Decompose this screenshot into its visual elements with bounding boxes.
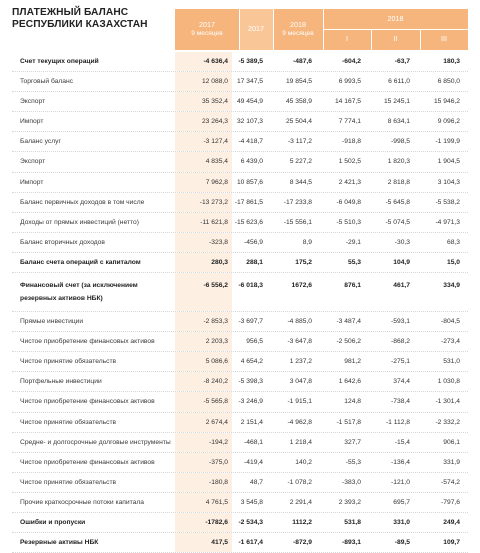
row-label: Ошибки и пропуски bbox=[20, 518, 86, 526]
table-row bbox=[12, 352, 468, 372]
row-value: 280,3 bbox=[211, 258, 228, 266]
row-value: 124,8 bbox=[344, 398, 361, 406]
row-value: -8 240,2 bbox=[203, 378, 228, 386]
row-value: 1672,6 bbox=[291, 282, 312, 290]
row-value: 5 086,6 bbox=[205, 358, 228, 366]
row-value: -3 697,7 bbox=[238, 318, 263, 326]
row-value: -593,1 bbox=[391, 318, 410, 326]
row-value: -893,1 bbox=[342, 539, 361, 547]
row-value: -383,0 bbox=[342, 478, 361, 486]
row-value: 2 674,4 bbox=[205, 418, 228, 426]
row-value: 8 634,1 bbox=[387, 118, 410, 126]
row-value: 906,1 bbox=[443, 438, 460, 446]
header-quarter-1-label: I bbox=[346, 34, 348, 44]
header-2018-group bbox=[323, 9, 468, 29]
row-value: -6 018,3 bbox=[238, 282, 263, 290]
row-value: 1 904,5 bbox=[437, 158, 460, 166]
row-value: 1 237,2 bbox=[289, 358, 312, 366]
row-value: -738,4 bbox=[391, 398, 410, 406]
row-value: -3 117,2 bbox=[287, 138, 312, 146]
row-value: 417,5 bbox=[211, 539, 228, 547]
row-value: -323,8 bbox=[209, 238, 228, 246]
row-label: Баланс услуг bbox=[20, 138, 61, 146]
header-2017-9-months bbox=[175, 9, 239, 50]
table-row bbox=[12, 413, 468, 433]
row-value: -4 885,0 bbox=[287, 318, 312, 326]
row-value: 48,7 bbox=[249, 478, 263, 486]
row-value: 695,7 bbox=[393, 498, 410, 506]
header-2018-9m-sub: 9 месяцев bbox=[282, 29, 314, 37]
row-value: 180,3 bbox=[443, 58, 460, 65]
row-value: 175,2 bbox=[295, 258, 312, 266]
row-value: 6 993,5 bbox=[338, 78, 361, 86]
row-value: -15 556,1 bbox=[283, 218, 312, 226]
row-value: 4 654,2 bbox=[240, 358, 263, 366]
row-value: -63,7 bbox=[394, 58, 410, 65]
table-row bbox=[12, 92, 468, 112]
row-value: -275,1 bbox=[391, 358, 410, 366]
row-label: Чистое приобретение финансовых активов bbox=[20, 398, 155, 406]
row-value: -872,9 bbox=[293, 539, 312, 547]
row-value: -1782,6 bbox=[205, 518, 228, 526]
table-row bbox=[12, 132, 468, 152]
row-value: 2 291,4 bbox=[289, 498, 312, 506]
row-label: Портфельные инвестиции bbox=[20, 378, 102, 386]
row-value: 104,9 bbox=[393, 258, 410, 266]
row-value: 32 107,3 bbox=[236, 118, 263, 126]
row-value: -5 565,8 bbox=[203, 398, 228, 406]
row-value: 14 167,5 bbox=[334, 98, 361, 106]
row-value: -3 487,4 bbox=[336, 318, 361, 326]
row-value: -17 233,8 bbox=[283, 198, 312, 206]
row-value: -180,8 bbox=[209, 478, 228, 486]
table-row bbox=[12, 213, 468, 233]
row-value: 8 344,5 bbox=[289, 178, 312, 186]
row-label: Средне- и долгосрочные долговые инструменты bbox=[20, 438, 171, 446]
row-value: 140,2 bbox=[295, 458, 312, 466]
row-value: -4 962,8 bbox=[287, 418, 312, 426]
row-value: 10 857,6 bbox=[236, 178, 263, 186]
row-value: -468,1 bbox=[244, 438, 263, 446]
row-value: 334,9 bbox=[443, 282, 460, 290]
header-2017 bbox=[239, 9, 273, 50]
row-value: 45 358,9 bbox=[285, 98, 312, 106]
row-value: -29,1 bbox=[345, 238, 361, 246]
row-value: -2 506,2 bbox=[336, 338, 361, 346]
table-row bbox=[12, 233, 468, 253]
row-label: Баланс вторичных доходов bbox=[20, 238, 105, 246]
row-value: -6 556,2 bbox=[203, 282, 228, 290]
header-2018-group-year: 2018 bbox=[387, 13, 404, 23]
row-value: -15 623,6 bbox=[234, 218, 263, 226]
row-value: 374,4 bbox=[393, 378, 410, 386]
row-value: 1112,2 bbox=[292, 518, 312, 526]
row-value: 1 642,6 bbox=[338, 378, 361, 386]
row-value: 35 352,4 bbox=[201, 98, 228, 106]
row-value: 15 245,1 bbox=[383, 98, 410, 106]
header-2018-9-months bbox=[273, 9, 323, 50]
table-row bbox=[12, 453, 468, 473]
row-value: -5 645,8 bbox=[385, 198, 410, 206]
row-value: 15,0 bbox=[446, 258, 460, 266]
header-divider bbox=[371, 29, 372, 50]
row-value: -5 538,2 bbox=[435, 198, 460, 206]
row-value: 2 818,8 bbox=[387, 178, 410, 186]
row-value: 956,5 bbox=[246, 338, 263, 346]
row-value: -2 534,3 bbox=[238, 518, 263, 526]
table-row bbox=[12, 433, 468, 453]
header-quarter-2 bbox=[371, 29, 420, 50]
table-row bbox=[12, 513, 468, 533]
row-value: 531,0 bbox=[443, 358, 460, 366]
row-value: -2 332,2 bbox=[435, 418, 460, 426]
header-quarter-1 bbox=[323, 29, 371, 50]
row-label: Экспорт bbox=[20, 158, 46, 166]
row-label: Прямые инвестиции bbox=[20, 318, 84, 326]
header-2017-9m-year: 2017 bbox=[199, 20, 215, 29]
page-title: ПЛАТЕЖНЫЙ БАЛАНС РЕСПУБЛИКИ КАЗАХСТАН bbox=[12, 7, 148, 30]
row-value: -194,2 bbox=[209, 438, 228, 446]
table-row bbox=[12, 533, 468, 553]
row-label: Баланс счета операций с капиталом bbox=[20, 258, 141, 266]
row-value: 327,7 bbox=[344, 438, 361, 446]
row-value: -1 199,9 bbox=[435, 138, 460, 146]
row-label: Счет текущих операций bbox=[20, 58, 99, 65]
row-label: Импорт bbox=[20, 178, 44, 186]
row-value: -918,8 bbox=[342, 138, 361, 146]
row-value: -604,2 bbox=[342, 58, 361, 65]
row-value: 6 611,0 bbox=[388, 78, 410, 86]
header-quarter-3 bbox=[420, 29, 468, 50]
row-value: -4 418,7 bbox=[238, 138, 263, 146]
row-value: -15,4 bbox=[394, 438, 410, 446]
row-value: -1 517,8 bbox=[336, 418, 361, 426]
row-value: -4 971,3 bbox=[435, 218, 460, 226]
row-label: Торговый баланс bbox=[20, 78, 74, 86]
row-value: -11 621,8 bbox=[200, 218, 228, 226]
header-divider bbox=[420, 29, 421, 50]
row-value: -5 510,3 bbox=[336, 218, 361, 226]
table-row bbox=[12, 312, 468, 332]
row-value: 3 545,8 bbox=[240, 498, 263, 506]
row-value: -3 246,9 bbox=[238, 398, 263, 406]
row-value: 331,0 bbox=[393, 518, 410, 526]
row-value: -136,4 bbox=[391, 458, 410, 466]
row-value: -55,3 bbox=[345, 458, 361, 466]
header-divider bbox=[273, 9, 274, 50]
table-row bbox=[12, 273, 468, 312]
row-value: -804,5 bbox=[441, 318, 460, 326]
row-value: -1 078,2 bbox=[287, 478, 312, 486]
row-value: 876,1 bbox=[344, 282, 361, 290]
row-value: -89,5 bbox=[394, 539, 410, 547]
row-label: Чистое приобретение финансовых активов bbox=[20, 458, 155, 466]
row-value: -17 861,5 bbox=[234, 198, 263, 206]
table-row bbox=[12, 392, 468, 412]
table-row bbox=[12, 332, 468, 352]
row-value: -6 049,8 bbox=[336, 198, 361, 206]
row-value: -4 636,4 bbox=[203, 58, 228, 65]
row-value: 109,7 bbox=[443, 539, 460, 547]
row-value: -1 617,4 bbox=[238, 539, 263, 547]
row-value: 6 439,0 bbox=[240, 158, 263, 166]
row-value: 531,8 bbox=[344, 518, 361, 526]
row-value: -5 389,5 bbox=[238, 58, 263, 65]
row-value: -30,3 bbox=[394, 238, 410, 246]
header-2018-9m-year: 2018 bbox=[290, 20, 306, 29]
row-value: 249,4 bbox=[443, 518, 460, 526]
row-value: 2 421,3 bbox=[338, 178, 361, 186]
row-value: 981,2 bbox=[344, 358, 361, 366]
table-row bbox=[12, 152, 468, 172]
row-value: 1 030,8 bbox=[437, 378, 460, 386]
row-value: -3 647,8 bbox=[287, 338, 312, 346]
header-divider bbox=[239, 9, 240, 50]
row-value: -5 074,5 bbox=[385, 218, 410, 226]
row-value: 2 393,2 bbox=[338, 498, 361, 506]
row-value: 7 774,1 bbox=[338, 118, 361, 126]
header-quarter-3-label: III bbox=[441, 34, 447, 44]
row-value: 9 096,2 bbox=[437, 118, 460, 126]
row-value: 7 962,8 bbox=[205, 178, 228, 186]
row-value: 5 227,2 bbox=[289, 158, 312, 166]
row-value: -1 915,1 bbox=[287, 398, 312, 406]
row-value: -121,0 bbox=[391, 478, 410, 486]
row-value: -375,0 bbox=[209, 458, 228, 466]
row-value: 25 504,4 bbox=[285, 118, 312, 126]
header-divider bbox=[323, 29, 468, 30]
data-table bbox=[12, 52, 468, 553]
row-value: 23 264,3 bbox=[201, 118, 228, 126]
row-value: 461,7 bbox=[393, 282, 410, 290]
row-value: 49 454,9 bbox=[236, 98, 263, 106]
row-value: 68,3 bbox=[446, 238, 460, 246]
row-label: Экспорт bbox=[20, 98, 46, 106]
row-value: 3 104,3 bbox=[437, 178, 460, 186]
row-value: -456,9 bbox=[244, 238, 263, 246]
table-row bbox=[12, 72, 468, 92]
header-2017-9m-sub: 9 месяцев bbox=[191, 29, 223, 37]
row-value: -273,4 bbox=[441, 338, 460, 346]
row-value: -998,5 bbox=[391, 138, 410, 146]
row-value: 6 850,0 bbox=[437, 78, 460, 86]
row-value: -13 273,2 bbox=[199, 198, 228, 206]
table-row bbox=[12, 112, 468, 132]
row-value: 1 820,3 bbox=[387, 158, 410, 166]
row-value: -574,2 bbox=[441, 478, 460, 486]
row-label: Прочие краткосрочные потоки капитала bbox=[20, 498, 144, 506]
row-value: 331,9 bbox=[443, 458, 460, 466]
table-row bbox=[12, 193, 468, 213]
row-label: Финансовый счет (за исключением резервных активов НБК) bbox=[20, 282, 138, 303]
row-label: Чистое принятие обязательств bbox=[20, 358, 117, 366]
row-value: -487,6 bbox=[293, 58, 312, 65]
row-value: 2 203,3 bbox=[205, 338, 228, 346]
row-value: 4 835,4 bbox=[205, 158, 228, 166]
header-2017-year: 2017 bbox=[248, 24, 264, 34]
table-row bbox=[12, 372, 468, 392]
row-label: Доходы от прямых инвестиций (нетто) bbox=[20, 218, 139, 226]
row-label: Импорт bbox=[20, 118, 44, 126]
row-value: -797,6 bbox=[441, 498, 460, 506]
row-value: -2 853,3 bbox=[203, 318, 228, 326]
row-value: -5 398,3 bbox=[238, 378, 263, 386]
row-value: -1 112,8 bbox=[385, 418, 410, 426]
table-row bbox=[12, 52, 468, 72]
row-value: 19 854,5 bbox=[285, 78, 312, 86]
table-row bbox=[12, 173, 468, 193]
row-value: 1 218,4 bbox=[289, 438, 312, 446]
row-value: 12 088,0 bbox=[201, 78, 228, 86]
row-value: 288,1 bbox=[246, 258, 263, 266]
row-value: 3 047,8 bbox=[289, 378, 312, 386]
row-label: Баланс первичных доходов в том числе bbox=[20, 198, 145, 206]
row-value: -1 301,4 bbox=[435, 398, 460, 406]
header-divider bbox=[323, 9, 324, 50]
row-value: 15 946,2 bbox=[433, 98, 460, 106]
row-label: Чистое принятие обязательств bbox=[20, 478, 117, 486]
row-value: -868,2 bbox=[391, 338, 410, 346]
row-label: Чистое приобретение финансовых активов bbox=[20, 338, 155, 346]
table-row bbox=[12, 253, 468, 273]
row-value: -3 127,4 bbox=[203, 138, 228, 146]
row-value: 1 502,5 bbox=[338, 158, 361, 166]
row-label: Резервные активы НБК bbox=[20, 539, 99, 547]
header-quarter-2-label: II bbox=[393, 34, 398, 44]
row-value: 17 347,5 bbox=[236, 78, 263, 86]
row-value: 2 151,4 bbox=[240, 418, 263, 426]
row-label: Чистое принятие обязательств bbox=[20, 418, 117, 426]
row-value: 55,3 bbox=[347, 258, 361, 266]
table-row bbox=[12, 493, 468, 513]
row-value: -419,4 bbox=[244, 458, 263, 466]
row-value: 4 761,5 bbox=[205, 498, 228, 506]
row-value: 8,9 bbox=[302, 238, 312, 246]
